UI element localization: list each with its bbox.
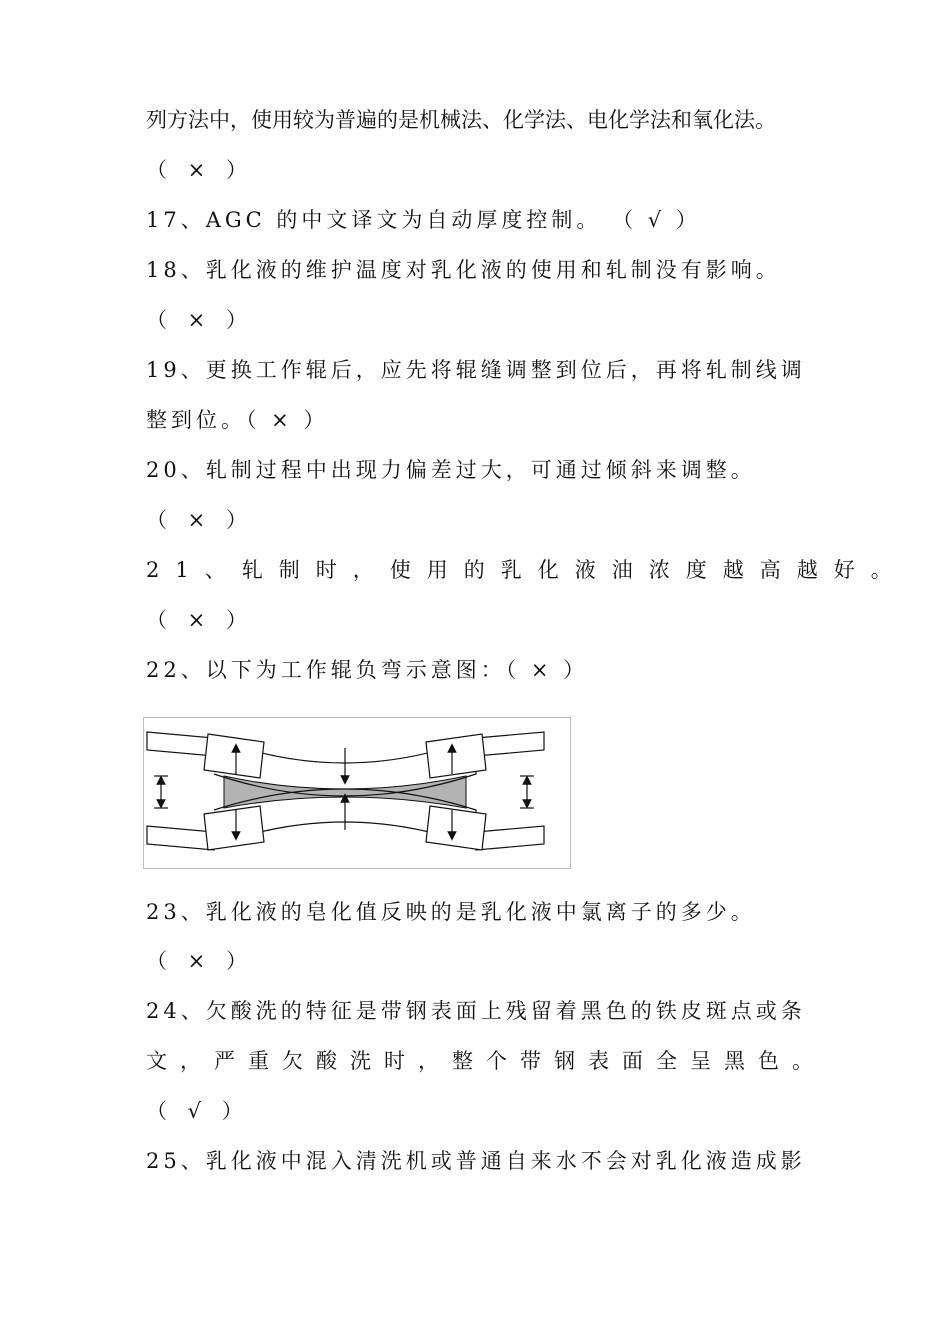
line-16-q24-cont: 文，严重欠酸洗时，整个带钢表面全呈黑色。	[146, 1049, 826, 1073]
roll-bending-svg	[144, 718, 570, 868]
line-12-q22: 22、以下为工作辊负弯示意图：（ × ）	[146, 658, 589, 682]
line-18-q25: 25、乳化液中混入清洗机或普通自来水不会对乳化液造成影	[146, 1149, 806, 1173]
line-14-answer: （ × ）	[146, 949, 254, 973]
line-10-q21: 21、轧制时，使用的乳化液油浓度越高越好。	[146, 558, 908, 582]
top-left-chock	[204, 734, 264, 778]
line-15-q24: 24、欠酸洗的特征是带钢表面上残留着黑色的铁皮斑点或条	[146, 999, 806, 1023]
bottom-left-chock	[204, 806, 264, 850]
top-right-chock	[426, 734, 486, 778]
line-6-q19: 19、更换工作辊后，应先将辊缝调整到位后，再将轧制线调	[146, 358, 806, 382]
top-right-roll-neck	[476, 732, 544, 756]
line-4-q18: 18、乳化液的维护温度对乳化液的使用和轧制没有影响。	[146, 258, 781, 282]
bottom-right-chock	[426, 806, 486, 850]
line-7-q19-cont: 整到位。（ × ）	[146, 408, 329, 432]
top-left-roll-neck	[147, 732, 214, 756]
bottom-right-roll-neck	[476, 826, 544, 850]
bottom-left-roll-neck	[147, 826, 214, 850]
line-8-q20: 20、轧制过程中出现力偏差过大，可通过倾斜来调整。	[146, 458, 756, 482]
line-2-answer: （ × ）	[146, 158, 254, 182]
line-9-answer: （ × ）	[146, 508, 254, 532]
right-gap-indicator	[520, 776, 534, 808]
line-11-answer: （ × ）	[146, 608, 254, 632]
left-gap-indicator	[154, 776, 168, 808]
line-5-answer: （ × ）	[146, 308, 254, 332]
line-13-q23: 23、乳化液的皂化值反映的是乳化液中氯离子的多少。	[146, 900, 756, 924]
work-roll-negative-bending-diagram	[143, 717, 571, 869]
line-1: 列方法中，使用较为普遍的是机械法、化学法、电化学法和氧化法。	[146, 108, 776, 132]
line-17-answer: （ √ ）	[146, 1099, 250, 1123]
line-3-q17: 17、AGC 的中文译文为自动厚度控制。 （ √ ）	[146, 208, 701, 232]
